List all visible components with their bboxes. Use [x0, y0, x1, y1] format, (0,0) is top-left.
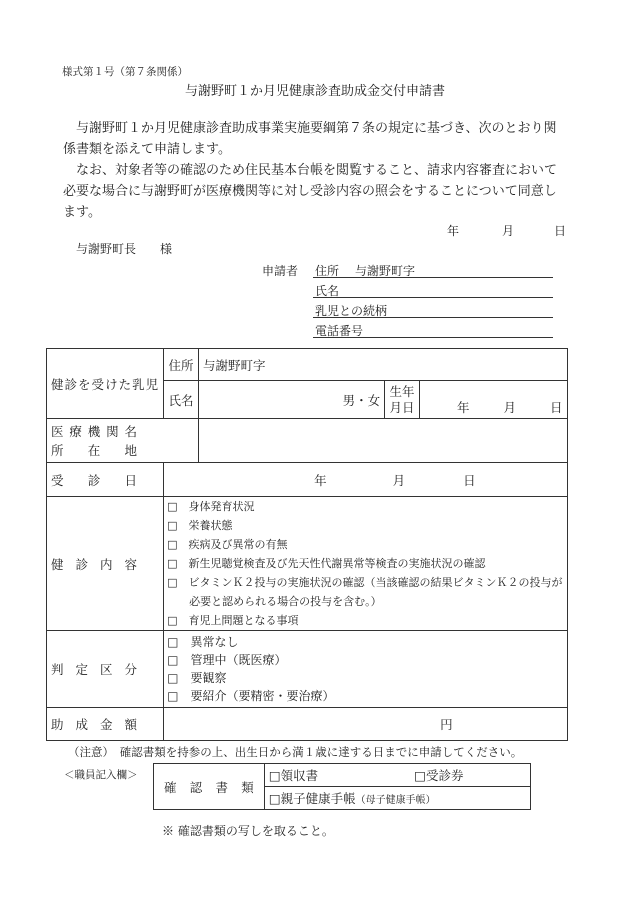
content-label-cell [47, 497, 164, 631]
confirm-option-handbook-sub: （母子健康手帳） [355, 795, 436, 806]
visit-label: 受 診 日 [51, 472, 137, 488]
intro-paragraph-1: 与謝野町１か月児健康診査助成事業実施要綱第７条の規定に基づき、次のとおり関係書類を添えて申請します。 [63, 121, 557, 157]
confirm-option-handbook[interactable]: □親子健康手帳 [268, 791, 356, 806]
institution-field[interactable] [198, 419, 567, 463]
applicant-address-value: 与謝野町字 [355, 264, 416, 278]
applicant-address-line[interactable] [313, 277, 553, 278]
judgement-label: 判 定 区 分 [51, 662, 137, 677]
visit-month: 月 [392, 472, 406, 488]
amount-label: 助 成 金 額 [51, 717, 137, 732]
visit-date-field[interactable] [164, 463, 567, 497]
form-number: 様式第１号（第７条関係） [62, 66, 188, 78]
amount-field[interactable] [164, 708, 567, 741]
content-item[interactable]: □ 育児上問題となる事項 [167, 614, 299, 627]
content-item: 必要と認められる場合の投与を含む。） [167, 595, 382, 608]
note: （注意） 確認書類を持参の上、出生日から満１歳に達する日までに申請してください。 [68, 745, 523, 759]
infant-address-value: 与謝野町字 [202, 357, 266, 373]
judgement-item[interactable]: □ 管理中（既医療） [167, 653, 287, 667]
dob-label [385, 381, 420, 419]
content-item[interactable]: □ ビタミンＫ２投与の実施状況の確認（当該確認の結果ビタミンＫ２の投与が [167, 576, 563, 589]
applicant-label: 申請者 [262, 264, 299, 278]
infant-label: 健 診 を 受 け た 乳 児 [51, 376, 160, 392]
staff-label: ＜職員記入欄＞ [64, 769, 138, 781]
confirm-table [153, 763, 531, 810]
infant-name-field[interactable] [198, 381, 384, 419]
date-year: 年 [447, 224, 460, 238]
infant-name-label: 氏名 [164, 381, 199, 419]
dob-field[interactable] [419, 381, 567, 419]
applicant-name-line[interactable] [313, 297, 553, 298]
infant-address-label: 住所 [164, 349, 199, 381]
infant-address-field[interactable] [198, 349, 567, 381]
infant-label-cell [47, 349, 164, 419]
confirm-row-1 [264, 764, 530, 787]
content-item[interactable]: □ 疾病及び異常の有無 [167, 538, 288, 551]
institution-label-2: 所 在 地 [51, 442, 137, 458]
infant-sex-label: 男・女 [342, 392, 381, 408]
intro-paragraph-2: なお、対象者等の確認のため住民基本台帳を閲覧すること、請求内容審査において必要な場合に与謝野町が医療機関等に対し受診内容の照会をすることについて同意します。 [63, 163, 558, 220]
confirm-row-2 [264, 787, 530, 810]
content-item[interactable]: □ 新生児聴覚検査及び先天性代謝異常等検査の実施状況の確認 [167, 557, 486, 570]
footer-note: ※ 確認書類の写しを取ること。 [162, 824, 334, 838]
visit-label-cell [47, 463, 164, 497]
institution-label-cell [47, 419, 199, 463]
applicant-relation-label: 乳児との続柄 [315, 304, 388, 318]
dob-label-line1: 生年 [389, 383, 415, 399]
content-item[interactable]: □ 栄養状態 [167, 519, 233, 532]
judgement-items [164, 631, 567, 708]
applicant-name-label: 氏名 [315, 284, 340, 298]
page-title: 与謝野町１か月児健康診査助成金交付申請書 [184, 84, 445, 99]
judgement-item[interactable]: □ 異常なし [167, 635, 239, 649]
confirm-label-cell [154, 764, 265, 810]
applicant-phone-label: 電話番号 [315, 324, 364, 338]
dob-day: 日 [550, 399, 563, 415]
date-day: 日 [554, 224, 567, 238]
content-items [164, 497, 567, 631]
amount-unit: 円 [440, 717, 453, 732]
institution-label-1: 医 療 機 関 名 [51, 423, 137, 439]
amount-label-cell [47, 708, 164, 741]
confirm-label: 確 認 書 類 [164, 779, 254, 795]
dob-month: 月 [503, 399, 516, 415]
applicant-relation-line[interactable] [313, 317, 553, 318]
applicant-address-label: 住所 [315, 264, 340, 278]
content-item[interactable]: □ 身体発育状況 [167, 500, 255, 513]
confirm-option-voucher[interactable]: □受診券 [414, 768, 464, 783]
visit-year: 年 [314, 472, 327, 488]
applicant-phone-line[interactable] [313, 337, 553, 338]
application-table [46, 348, 568, 741]
addressee: 与謝野町長 様 [76, 242, 173, 256]
dob-label-line2: 月日 [389, 399, 415, 415]
judgement-item[interactable]: □ 要観察 [167, 671, 227, 685]
content-label: 健 診 内 容 [51, 556, 137, 572]
confirm-option-receipt[interactable]: □領収書 [268, 768, 319, 783]
judgement-item[interactable]: □ 要紹介（要精密・要治療） [167, 689, 335, 703]
dob-year: 年 [456, 399, 470, 415]
date-month: 月 [502, 224, 515, 238]
judgement-label-cell [47, 631, 164, 708]
visit-day: 日 [463, 472, 476, 488]
